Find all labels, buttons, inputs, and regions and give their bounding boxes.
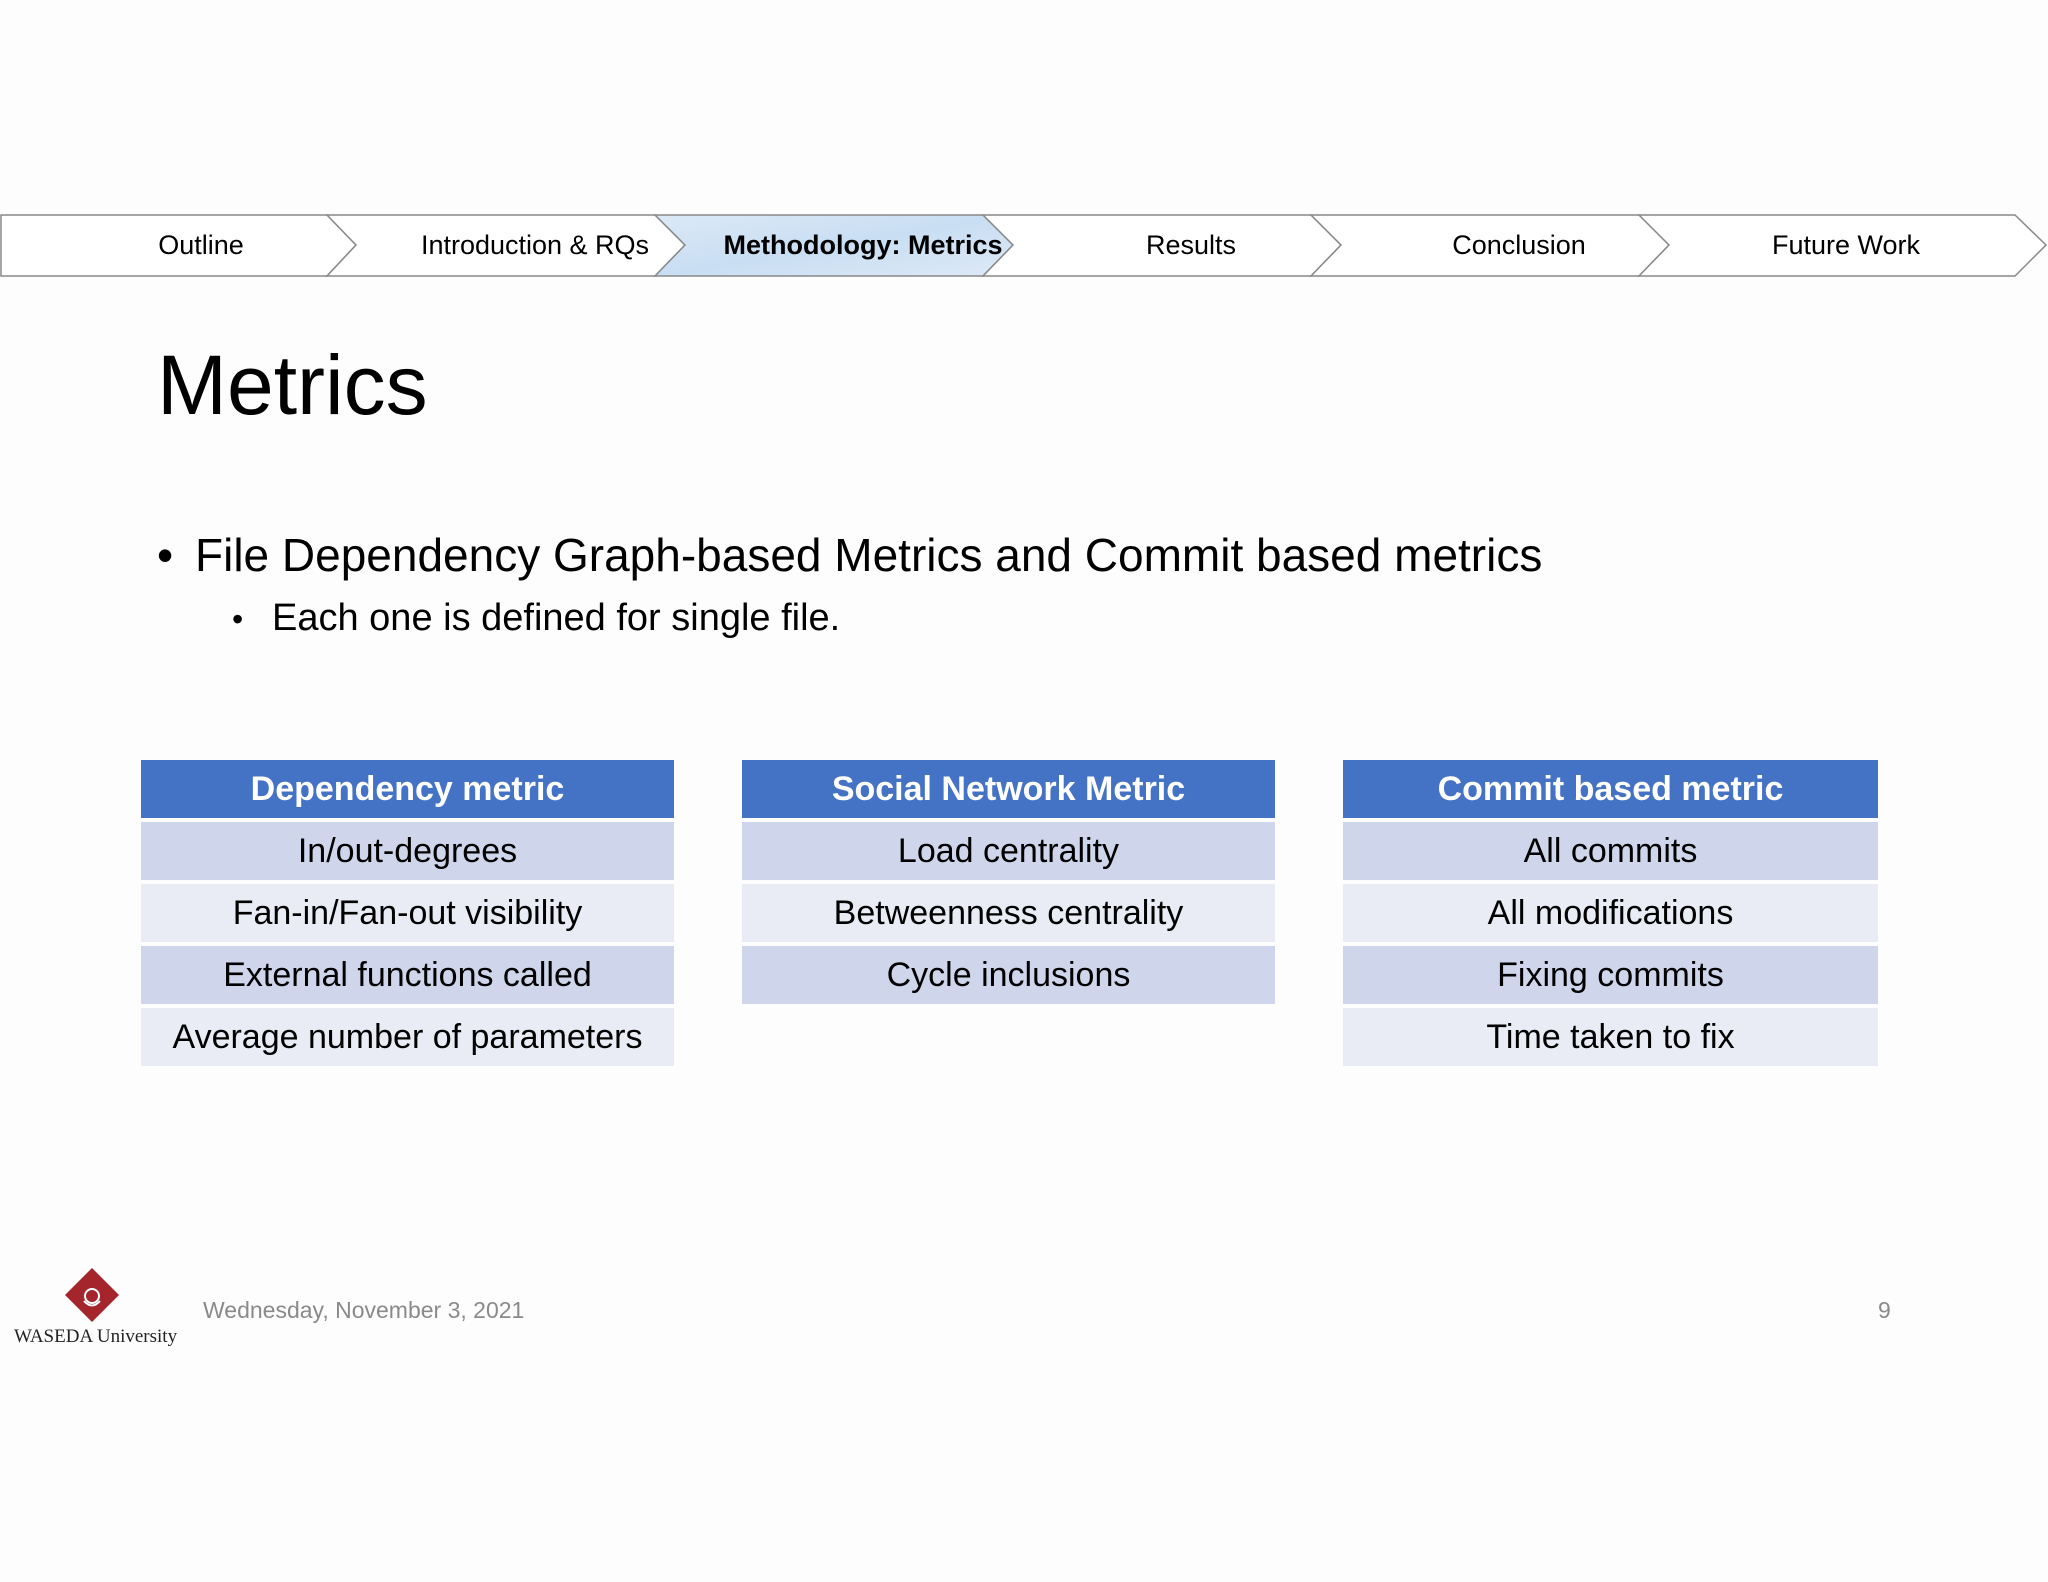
nav-item-introduction[interactable]: Introduction & RQs (420, 230, 650, 260)
bullet-level1 (157, 525, 1542, 585)
bullet-marker: • (157, 529, 174, 581)
table-header: Dependency metric (141, 760, 674, 818)
table-row: In/out-degrees (141, 822, 674, 880)
slide-title: Metrics (157, 338, 428, 432)
bullet-level2 (232, 590, 840, 647)
nav-item-outline[interactable]: Outline (158, 230, 244, 260)
section-nav (0, 214, 2048, 277)
table-row: All modifications (1343, 884, 1878, 942)
table-row: Average number of parameters (141, 1008, 674, 1066)
table-row: Cycle inclusions (742, 946, 1275, 1004)
social-network-metric-table (742, 760, 1275, 1008)
table-header: Social Network Metric (742, 760, 1275, 818)
page-number: 9 (1878, 1297, 1891, 1323)
logo-text: WASEDA University (14, 1326, 178, 1347)
table-row: Fan-in/Fan-out visibility (141, 884, 674, 942)
nav-item-future-work[interactable]: Future Work (1771, 230, 1921, 260)
table-row: Time taken to fix (1343, 1008, 1878, 1066)
bullet-marker: • (232, 601, 244, 637)
commit-based-metric-table (1343, 760, 1878, 1070)
table-row: Betweenness centrality (742, 884, 1275, 942)
table-row: External functions called (141, 946, 674, 1004)
nav-item-results[interactable]: Results (1145, 230, 1237, 260)
table-row: All commits (1343, 822, 1878, 880)
table-row: Load centrality (742, 822, 1275, 880)
nav-item-methodology[interactable]: Methodology: Metrics (723, 230, 1003, 260)
nav-chevrons (0, 214, 2048, 277)
bullet-level2-text: Each one is defined for single file. (272, 597, 841, 639)
bullet-level1-text: File Dependency Graph-based Metrics and Commit based metrics (195, 529, 1543, 581)
table-header: Commit based metric (1343, 760, 1878, 818)
nav-item-conclusion[interactable]: Conclusion (1452, 230, 1586, 260)
footer-date: Wednesday, November 3, 2021 (203, 1297, 525, 1323)
dependency-metric-table (141, 760, 674, 1070)
table-row: Fixing commits (1343, 946, 1878, 1004)
